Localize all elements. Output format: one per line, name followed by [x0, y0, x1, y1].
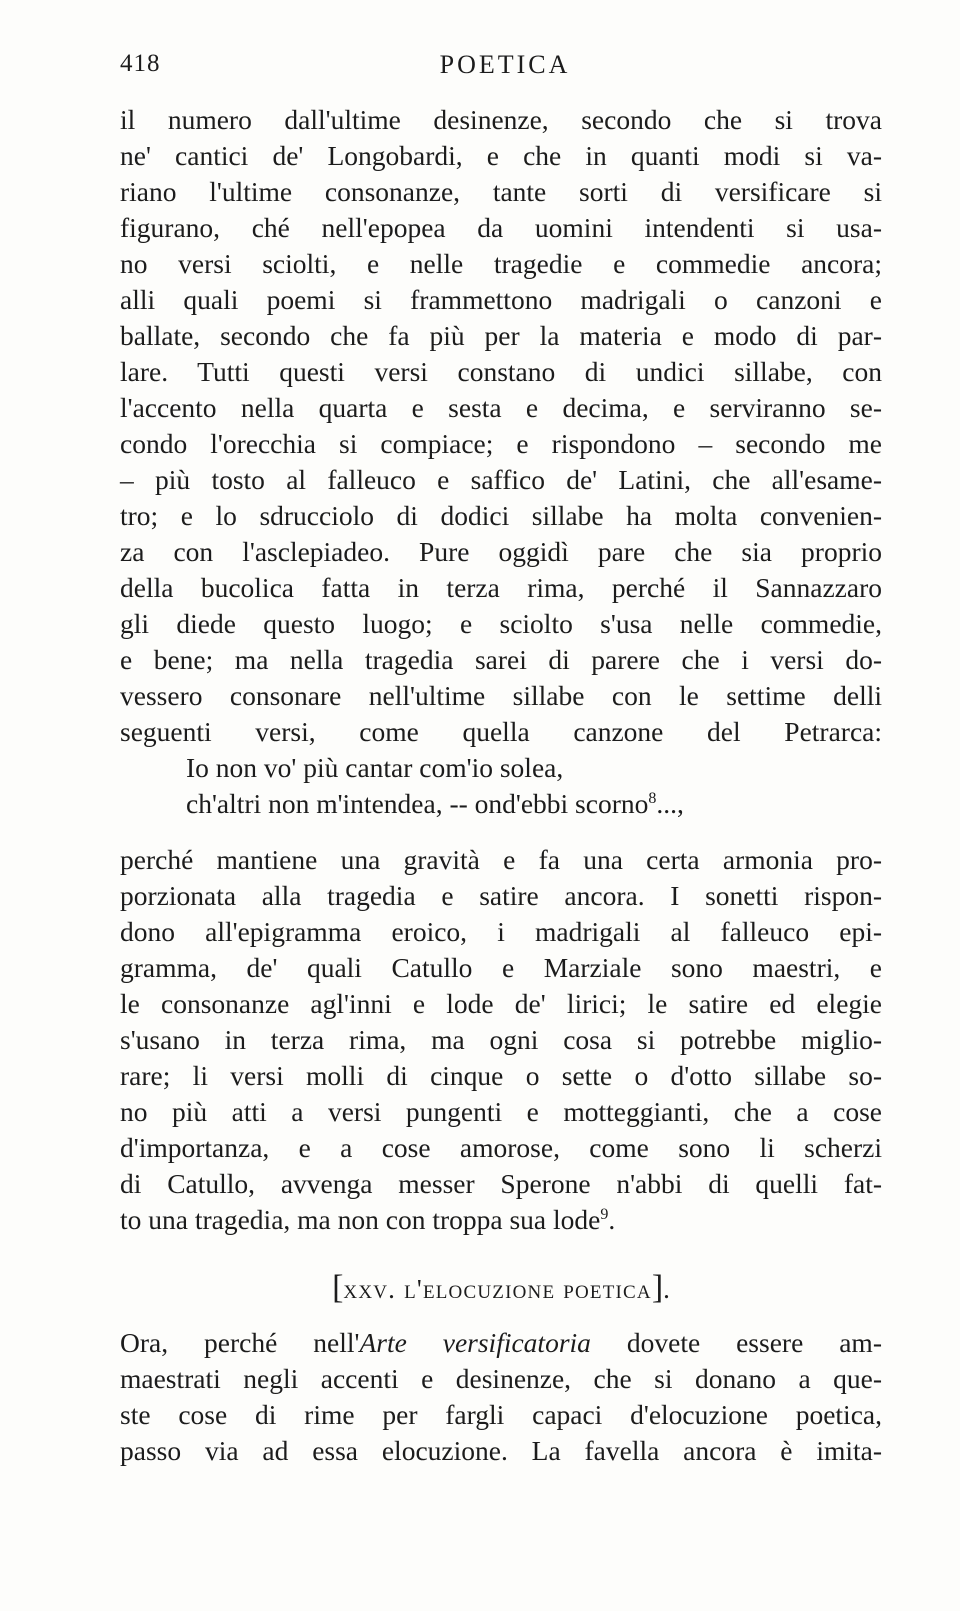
footnote-ref: 8: [648, 789, 657, 807]
footnote-ref: 9: [600, 1205, 609, 1223]
text-line: condo l'orecchia si compiace; e rispondono – secondo me: [120, 428, 882, 459]
text-line: [120, 1325, 882, 1361]
text-line: ne' cantici de' Longobardi, e che in quanti modi si va‑: [120, 140, 882, 171]
text-line: ballate, secondo che fa più per la materia e modo di par‑: [120, 320, 882, 351]
paragraph-1: [120, 102, 882, 750]
text-line: maestrati negli accenti e desinenze, che si donano a que‑: [120, 1363, 882, 1394]
text-line: no più atti a versi pungenti e motteggianti, che a cose: [120, 1096, 882, 1127]
text-line: [120, 1202, 882, 1238]
text-line: le consonanze agl'inni e lode de' lirici; le satire ed elegie: [120, 988, 882, 1019]
text-line: il numero dall'ultime desinenze, secondo che si trova: [120, 104, 882, 135]
text-line: dono all'epigramma eroico, i madrigali al falleuco epi‑: [120, 916, 882, 947]
text-line: alli quali poemi si frammettono madrigali o canzoni e: [120, 284, 882, 315]
running-title: POETICA: [439, 50, 571, 79]
section-heading-period: .: [663, 1274, 670, 1304]
paragraph-2: [120, 842, 882, 1238]
work-title: Arte versificatoria: [359, 1327, 591, 1358]
text-line: s'usano in terza rima, ma ogni cosa si potrebbe miglio‑: [120, 1024, 882, 1055]
verse-quotation: [186, 750, 886, 822]
page-number: 418: [120, 50, 161, 77]
text-line: di Catullo, avvenga messer Sperone n'abbi di quelli fat‑: [120, 1168, 882, 1199]
bracket-open: [: [332, 1269, 344, 1306]
text-line: vessero consonare nell'ultime sillabe con le settime delli: [120, 680, 882, 711]
verse-line-text: ch'altri non m'intendea, -- ond'ebbi scorno: [186, 788, 649, 819]
verse-line: Io non vo' più cantar com'io solea,: [186, 752, 564, 783]
text-line: passo via ad essa elocuzione. La favella ancora è imita‑: [120, 1435, 882, 1466]
section-heading: [120, 1268, 882, 1308]
text-line: gramma, de' quali Catullo e Marziale sono maestri, e: [120, 952, 882, 983]
text-line: l'accento nella quarta e sesta e decima, e serviranno se‑: [120, 392, 882, 423]
text-line: – più tosto al falleuco e saffico de' Latini, che all'esame‑: [120, 464, 882, 495]
bracket-close: ]: [651, 1269, 664, 1306]
text-line: figurano, ché nell'epopea da uomini intendenti si usa‑: [120, 212, 882, 243]
text-line-start: Ora, perché nell': [120, 1327, 360, 1358]
text-line: perché mantiene una gravità e fa una certa armonia pro‑: [120, 844, 882, 875]
text-line: d'importanza, e a cose amorose, come sono li scherzi: [120, 1132, 882, 1163]
verse-line: [186, 786, 886, 822]
text-line: seguenti versi, come quella canzone del Petrarca:: [120, 716, 882, 747]
text-line: porzionata alla tragedia e satire ancora. I sonetti rispon‑: [120, 880, 882, 911]
text-line: della bucolica fatta in terza rima, perché il Sannazzaro: [120, 572, 882, 603]
text-line-body: to una tragedia, ma non con troppa sua lode: [120, 1204, 601, 1235]
text-line-end: .: [608, 1204, 616, 1235]
text-line-end: dovete essere am‑: [590, 1327, 882, 1358]
text-line: e bene; ma nella tragedia sarei di parere che i versi do‑: [120, 644, 882, 675]
running-head: [120, 50, 890, 90]
text-line: gli diede questo luogo; e sciolto s'usa nelle commedie,: [120, 608, 882, 639]
paragraph-3: [120, 1325, 882, 1469]
text-line: lare. Tutti questi versi constano di undici sillabe, con: [120, 356, 882, 387]
text-line: ste cose di rime per fargli capaci d'elocuzione poetica,: [120, 1399, 882, 1430]
text-line: za con l'asclepiadeo. Pure oggidì pare che sia proprio: [120, 536, 882, 567]
text-line: tro; e lo sdrucciolo di dodici sillabe ha molta convenien‑: [120, 500, 882, 531]
verse-tail: ...,: [656, 788, 684, 819]
text-line: riano l'ultime consonanze, tante sorti di versificare si: [120, 176, 882, 207]
text-line: no versi sciolti, e nelle tragedie e commedie ancora;: [120, 248, 882, 279]
section-heading-label: xxv. l'elocuzione poetica: [343, 1274, 652, 1304]
text-line: rare; li versi molli di cinque o sette o d'otto sillabe so‑: [120, 1060, 882, 1091]
